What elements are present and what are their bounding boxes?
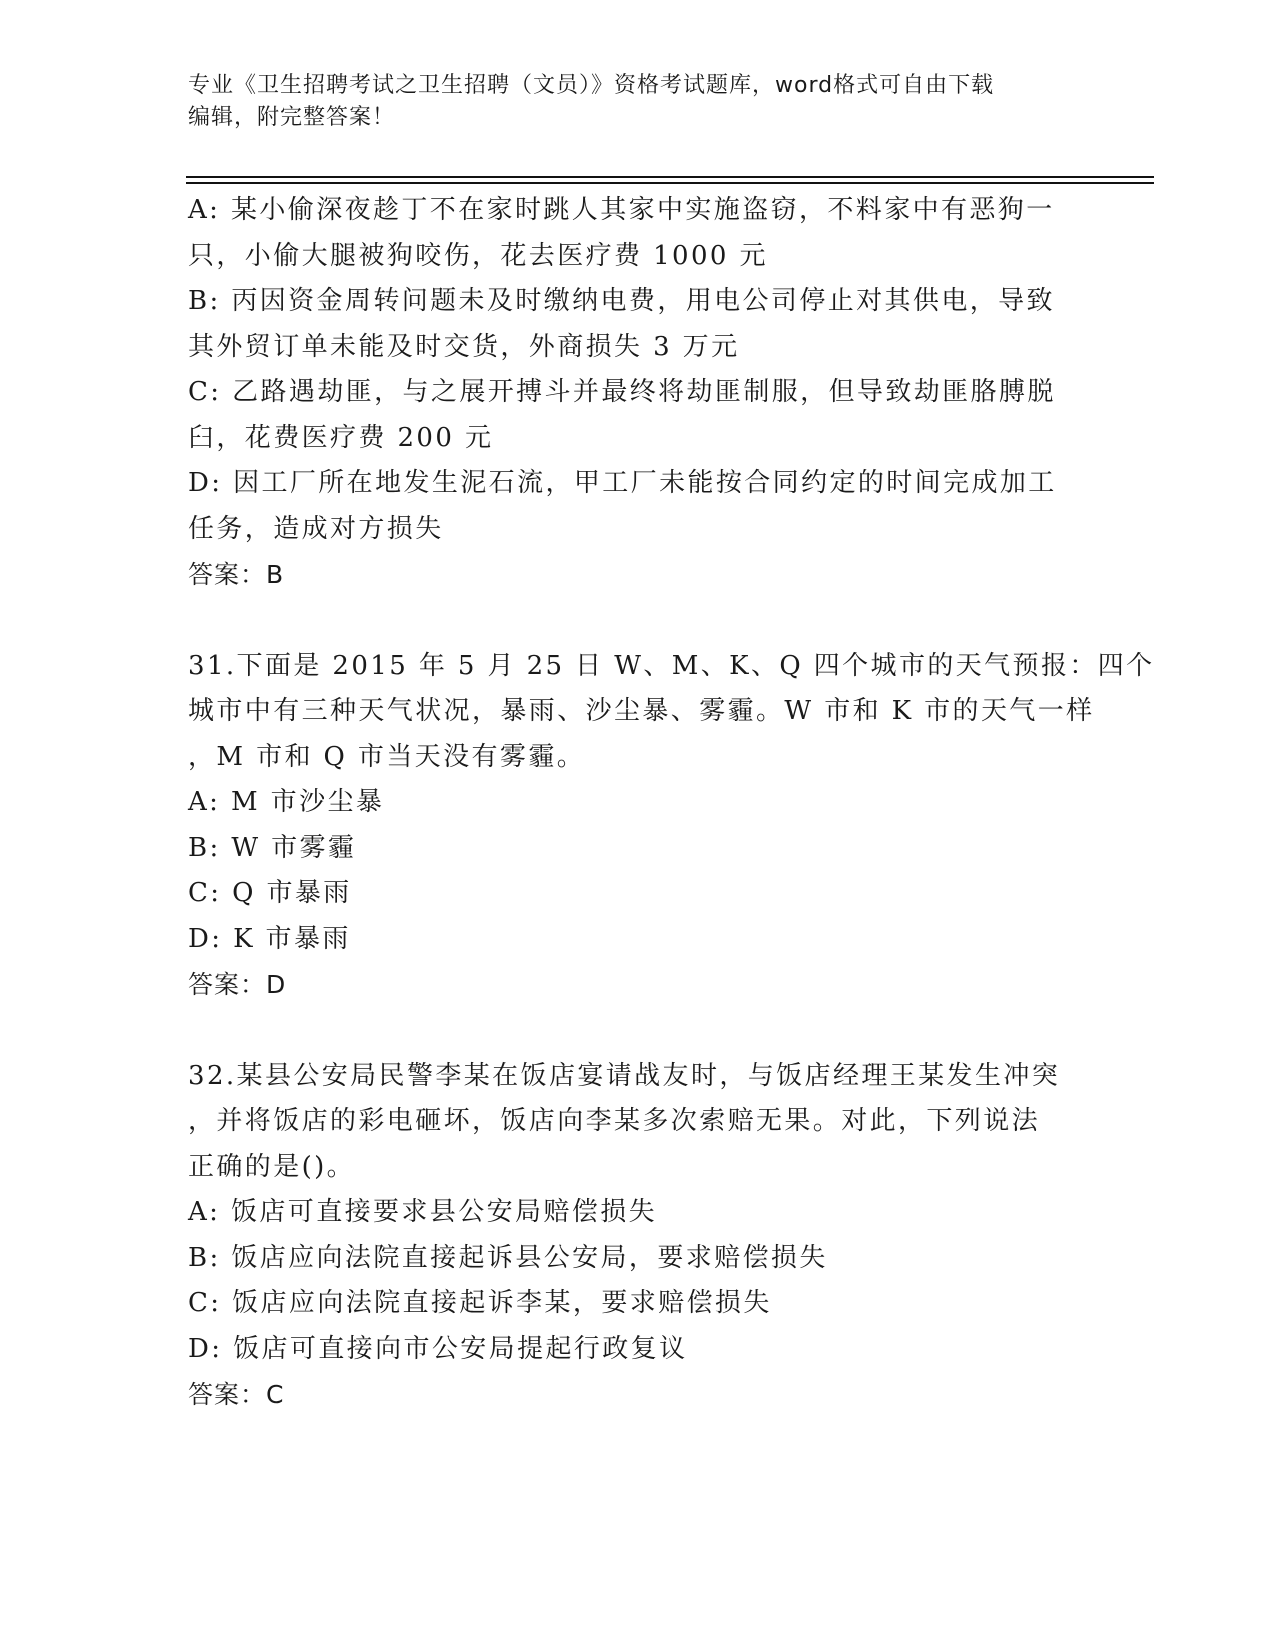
question-spacer: [188, 598, 1088, 644]
question-32-stem-line-1: 32.某县公安局民警李某在饭店宴请战友时，与饭店经理王某发生冲突: [188, 1060, 1061, 1091]
option-b-line-2: 其外贸订单未能及时交货，外商损失 3 万元: [188, 331, 740, 362]
header-divider-top: [186, 176, 1154, 178]
question-31-stem-line-2: 城市中有三种天气状况，暴雨、沙尘暴、雾霾。W 市和 K 市的天气一样: [188, 696, 1095, 726]
option-c-line-2: 臼，花费医疗费 200 元: [188, 422, 494, 453]
question-31-answer: 答案：D: [188, 970, 287, 999]
answer-label: 答案：B: [188, 560, 285, 589]
document-header: [188, 70, 1088, 134]
option-a-line-2: 只，小偷大腿被狗咬伤，花去医疗费 1000 元: [188, 240, 768, 271]
header-divider-bottom: [186, 182, 1154, 184]
question-31-option-b: B: W 市雾霾: [188, 832, 357, 863]
question-31-block: [188, 644, 1155, 1008]
question-31-option-c: C: Q 市暴雨: [188, 878, 352, 908]
question-content: [188, 188, 1155, 1418]
question-32-stem-line-2: ，并将饭店的彩电砸坏，饭店向李某多次索赔无果。对此，下列说法: [188, 1106, 1041, 1136]
option-c-line-1: C: 乙路遇劫匪，与之展开搏斗并最终将劫匪制服，但导致劫匪胳膊脱: [188, 377, 1056, 407]
previous-question-block: [188, 188, 1088, 598]
question-32-answer: 答案：C: [188, 1380, 285, 1409]
option-a-line-1: A: 某小偷深夜趁丁不在家时跳人其家中实施盗窃，不料家中有恶狗一: [188, 195, 1055, 225]
question-32-option-b: B: 饭店应向法院直接起诉县公安局，要求赔偿损失: [188, 1242, 828, 1273]
option-d-line-2: 任务，造成对方损失: [188, 513, 444, 544]
question-32-stem-line-3: 正确的是()。: [188, 1151, 356, 1182]
option-d-line-1: D: 因工厂所在地发生泥石流，甲工厂未能按合同约定的时间完成加工: [188, 468, 1057, 498]
header-line-2: 编辑，附完整答案！: [188, 105, 396, 130]
question-spacer: [188, 1008, 1088, 1054]
question-32-option-d: D: 饭店可直接向市公安局提起行政复议: [188, 1333, 688, 1364]
option-b-line-1: B: 丙因资金周转问题未及时缴纳电费，用电公司停止对其供电，导致: [188, 286, 1055, 316]
question-31-option-d: D: K 市暴雨: [188, 923, 351, 954]
question-32-block: [188, 1054, 1088, 1418]
question-32-option-c: C: 饭店应向法院直接起诉李某，要求赔偿损失: [188, 1288, 772, 1318]
question-31-option-a: A: M 市沙尘暴: [188, 787, 385, 817]
header-line-1: 专业《卫生招聘考试之卫生招聘（文员）》资格考试题库，word格式可自由下载: [188, 73, 995, 98]
question-31-stem-line-3: ，M 市和 Q 市当天没有雾霾。: [188, 741, 586, 772]
question-31-stem-line-1: 31.下面是 2015 年 5 月 25 日 W、M、K、Q 四个城市的天气预报：四个: [188, 650, 1155, 681]
question-32-option-a: A: 饭店可直接要求县公安局赔偿损失: [188, 1197, 658, 1227]
